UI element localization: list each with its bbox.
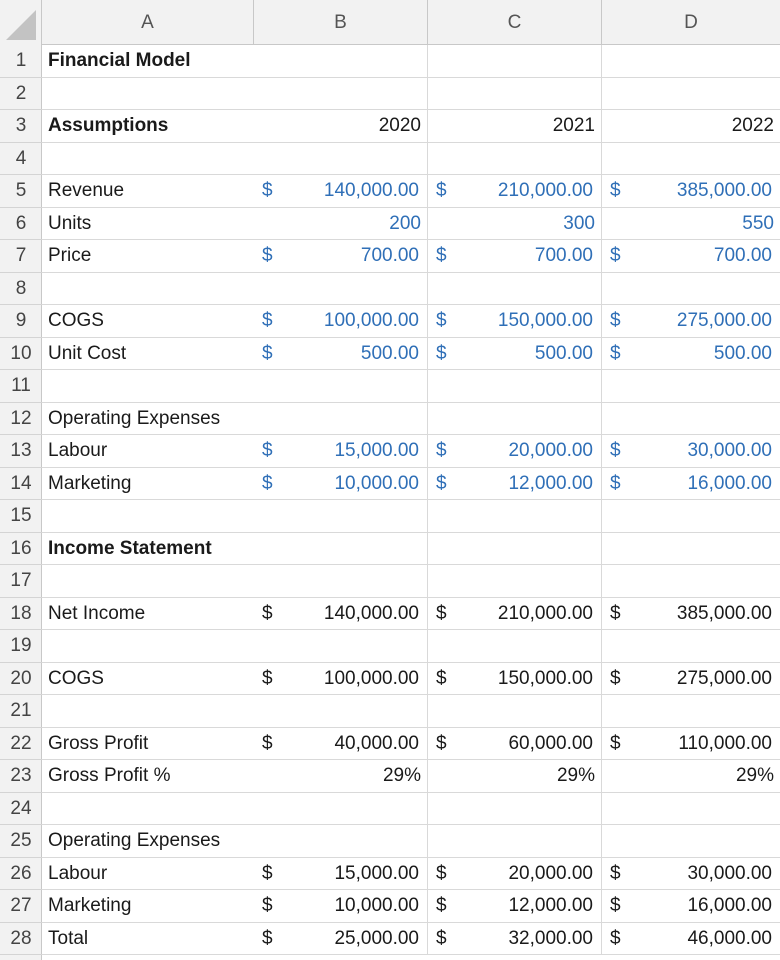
cell-c[interactable]: [428, 695, 602, 728]
cell-c[interactable]: [428, 110, 602, 143]
cell-b[interactable]: [254, 923, 428, 956]
cell-value: 500.00: [360, 342, 419, 364]
sheet-row: [0, 825, 780, 858]
currency-symbol: $: [610, 440, 621, 461]
cell-value: 29%: [382, 765, 421, 786]
cell-value: 29%: [735, 765, 774, 786]
cell-b[interactable]: [254, 565, 428, 598]
cell-value: 2020: [378, 115, 421, 136]
currency-symbol: $: [262, 180, 273, 201]
cell-value: 10,000.00: [334, 472, 419, 494]
cell-value: 200: [389, 212, 421, 234]
row-header[interactable]: 23: [0, 760, 42, 793]
cell-b[interactable]: [254, 78, 428, 111]
currency-symbol: $: [436, 310, 447, 331]
column-header-d[interactable]: D: [684, 12, 698, 33]
cell-d[interactable]: [602, 435, 780, 468]
column-header-bar: [0, 0, 780, 45]
sheet-row: [0, 370, 780, 403]
sheet-row: [0, 435, 780, 468]
cell-a[interactable]: Revenue: [42, 175, 254, 208]
cell-d[interactable]: [602, 305, 780, 338]
cell-a[interactable]: [42, 143, 254, 176]
select-all-triangle-icon: [6, 10, 36, 40]
cell-b[interactable]: [254, 175, 428, 208]
column-header-b[interactable]: B: [254, 0, 428, 45]
cell-d[interactable]: [602, 695, 780, 728]
cell-c[interactable]: [428, 858, 602, 891]
cell-a[interactable]: Operating Expenses: [42, 403, 254, 436]
sheet-row: [0, 468, 780, 501]
cell-b[interactable]: [254, 630, 428, 663]
row-header[interactable]: 22: [0, 728, 42, 761]
cell-b[interactable]: [254, 273, 428, 306]
sheet-row: [0, 403, 780, 436]
cell-value: 700.00: [713, 245, 772, 266]
sheet-row: [0, 598, 780, 631]
cell-c[interactable]: [428, 890, 602, 923]
cell-c[interactable]: [428, 338, 602, 371]
currency-symbol: $: [610, 927, 621, 949]
row-header[interactable]: 1: [0, 45, 42, 78]
cell-b[interactable]: [254, 143, 428, 176]
cell-value: 40,000.00: [334, 732, 419, 754]
row-header[interactable]: 28: [0, 923, 42, 956]
select-all-corner[interactable]: [0, 0, 42, 45]
cell-d[interactable]: [602, 468, 780, 501]
cell-c[interactable]: [428, 793, 602, 826]
cell-b[interactable]: [254, 240, 428, 273]
cell-d[interactable]: [602, 630, 780, 663]
currency-symbol: $: [610, 862, 621, 884]
cell-a[interactable]: Operating Expenses: [42, 825, 254, 858]
row-header[interactable]: 10: [0, 338, 42, 371]
cell-b[interactable]: [254, 305, 428, 338]
cell-value: 20,000.00: [508, 440, 593, 461]
cell-b[interactable]: [254, 598, 428, 631]
cell-value: 100,000.00: [323, 667, 419, 689]
cell-d[interactable]: [602, 825, 780, 858]
row-header[interactable]: 17: [0, 565, 42, 598]
sheet-row: [0, 565, 780, 598]
cell-value: 210,000.00: [497, 602, 593, 624]
sheet-row: [0, 630, 780, 663]
cell-b[interactable]: [254, 793, 428, 826]
sheet-row: [0, 695, 780, 728]
cell-a[interactable]: Net Income: [42, 598, 254, 631]
cell-value: 30,000.00: [687, 862, 772, 884]
currency-symbol: $: [262, 732, 273, 754]
currency-symbol: $: [436, 667, 447, 689]
currency-symbol: $: [436, 440, 447, 461]
cell-d[interactable]: [602, 143, 780, 176]
cell-c[interactable]: [428, 533, 602, 566]
cell-value: 2022: [731, 115, 774, 136]
cell-b[interactable]: [254, 338, 428, 371]
cell-d[interactable]: [602, 890, 780, 923]
cell-b[interactable]: [254, 695, 428, 728]
row-header[interactable]: 20: [0, 663, 42, 696]
row-header[interactable]: 3: [0, 110, 42, 143]
cell-a[interactable]: Gross Profit %: [42, 760, 254, 793]
currency-symbol: $: [610, 310, 621, 331]
currency-symbol: $: [436, 895, 447, 916]
sheet-row: [0, 890, 780, 923]
sheet-row: [0, 760, 780, 793]
cell-value: 700.00: [534, 245, 593, 266]
cell-d[interactable]: [602, 663, 780, 696]
cell-d[interactable]: [602, 500, 780, 533]
cell-value: 12,000.00: [508, 472, 593, 494]
cell-c[interactable]: [428, 305, 602, 338]
cell-a[interactable]: [42, 500, 254, 533]
cell-a[interactable]: Unit Cost: [42, 338, 254, 371]
cell-c[interactable]: [428, 728, 602, 761]
cell-a[interactable]: Financial Model: [42, 45, 254, 78]
cell-a[interactable]: Labour: [42, 858, 254, 891]
cell-c[interactable]: [428, 143, 602, 176]
sheet-row: [0, 338, 780, 371]
sheet-row: [0, 923, 780, 956]
cell-d[interactable]: [602, 565, 780, 598]
sheet-row: [0, 728, 780, 761]
row-header[interactable]: 16: [0, 533, 42, 566]
cell-d[interactable]: [602, 110, 780, 143]
cell-a[interactable]: Labour: [42, 435, 254, 468]
cell-a[interactable]: Gross Profit: [42, 728, 254, 761]
cell-value: 15,000.00: [334, 862, 419, 884]
cell-a[interactable]: Marketing: [42, 890, 254, 923]
cell-value: 32,000.00: [508, 927, 593, 949]
cell-value: 25,000.00: [334, 927, 419, 949]
currency-symbol: $: [436, 342, 447, 364]
cell-d[interactable]: [602, 598, 780, 631]
cell-value: 385,000.00: [676, 602, 772, 624]
cell-a[interactable]: Assumptions: [42, 110, 254, 143]
cell-d[interactable]: [602, 533, 780, 566]
cell-value: 140,000.00: [323, 602, 419, 624]
cell-d[interactable]: [602, 338, 780, 371]
cell-a[interactable]: Units: [42, 208, 254, 241]
currency-symbol: $: [610, 602, 621, 624]
row-header[interactable]: 9: [0, 305, 42, 338]
cell-value: 12,000.00: [508, 895, 593, 916]
sheet-row: [0, 500, 780, 533]
column-header-a[interactable]: A: [42, 0, 254, 45]
row-header[interactable]: 5: [0, 175, 42, 208]
cell-value: 15,000.00: [334, 440, 419, 461]
cell-b[interactable]: [254, 435, 428, 468]
row-header[interactable]: 27: [0, 890, 42, 923]
row-header[interactable]: 7: [0, 240, 42, 273]
cell-a[interactable]: Price: [42, 240, 254, 273]
currency-symbol: $: [436, 862, 447, 884]
cell-b[interactable]: [254, 208, 428, 241]
cell-value: 16,000.00: [687, 472, 772, 494]
sheet-row: [0, 208, 780, 241]
currency-symbol: $: [262, 472, 273, 494]
cell-value: 210,000.00: [497, 180, 593, 201]
currency-symbol: $: [262, 862, 273, 884]
row-header[interactable]: 26: [0, 858, 42, 891]
row-header[interactable]: 13: [0, 435, 42, 468]
sheet-row: [0, 110, 780, 143]
cell-d[interactable]: [602, 760, 780, 793]
currency-symbol: $: [262, 440, 273, 461]
sheet-row: [0, 663, 780, 696]
cell-c[interactable]: [428, 468, 602, 501]
sheet-row: [0, 273, 780, 306]
cell-c[interactable]: [428, 598, 602, 631]
cell-value: 60,000.00: [508, 732, 593, 754]
cell-d[interactable]: [602, 240, 780, 273]
sheet-row: [0, 240, 780, 273]
cell-c[interactable]: [428, 240, 602, 273]
row-header[interactable]: 2: [0, 78, 42, 111]
row-header[interactable]: 15: [0, 500, 42, 533]
cell-b[interactable]: [254, 825, 428, 858]
cell-c[interactable]: [428, 175, 602, 208]
cell-a[interactable]: [42, 793, 254, 826]
cell-value: 500.00: [713, 342, 772, 364]
cell-value: 275,000.00: [676, 310, 772, 331]
cell-c[interactable]: [428, 663, 602, 696]
cell-d[interactable]: [602, 208, 780, 241]
cell-c[interactable]: [428, 923, 602, 956]
cell-d[interactable]: [602, 175, 780, 208]
cell-value: 110,000.00: [678, 732, 772, 754]
cell-c[interactable]: [428, 273, 602, 306]
cell-value: 700.00: [360, 245, 419, 266]
cell-value: 2021: [552, 115, 595, 136]
row-header[interactable]: 24: [0, 793, 42, 826]
cell-a[interactable]: COGS: [42, 663, 254, 696]
currency-symbol: $: [262, 667, 273, 689]
cell-value: 20,000.00: [508, 862, 593, 884]
sheet-row: [0, 143, 780, 176]
cell-d[interactable]: [602, 858, 780, 891]
cell-b[interactable]: [254, 403, 428, 436]
sheet-row: [0, 78, 780, 111]
cell-c[interactable]: [428, 78, 602, 111]
sheet-row: [0, 45, 780, 78]
cell-value: 10,000.00: [334, 895, 419, 916]
cell-d[interactable]: [602, 370, 780, 403]
currency-symbol: $: [610, 342, 621, 364]
currency-symbol: $: [436, 472, 447, 494]
currency-symbol: $: [436, 927, 447, 949]
row-header[interactable]: 19: [0, 630, 42, 663]
cell-d[interactable]: [602, 403, 780, 436]
cell-a[interactable]: [42, 630, 254, 663]
cell-c[interactable]: [428, 403, 602, 436]
cell-a[interactable]: Income Statement: [42, 533, 254, 566]
cell-b[interactable]: [254, 500, 428, 533]
row-header[interactable]: 21: [0, 695, 42, 728]
cell-c[interactable]: [428, 435, 602, 468]
row-header[interactable]: 12: [0, 403, 42, 436]
currency-symbol: $: [262, 602, 273, 624]
currency-symbol: $: [436, 180, 447, 201]
cell-c[interactable]: [428, 370, 602, 403]
cell-value: 100,000.00: [323, 310, 419, 331]
cell-value: 16,000.00: [687, 895, 772, 916]
cell-value: 500.00: [534, 342, 593, 364]
cell-c[interactable]: [428, 565, 602, 598]
row-header[interactable]: 18: [0, 598, 42, 631]
currency-symbol: $: [610, 180, 621, 201]
currency-symbol: $: [610, 732, 621, 754]
cell-b[interactable]: [254, 760, 428, 793]
cell-b[interactable]: [254, 45, 428, 78]
cell-d[interactable]: [602, 728, 780, 761]
cell-value: 550: [742, 212, 774, 234]
row-header[interactable]: 4: [0, 143, 42, 176]
cell-a[interactable]: COGS: [42, 305, 254, 338]
sheet-row: [0, 858, 780, 891]
cell-b[interactable]: [254, 533, 428, 566]
cell-d[interactable]: [602, 793, 780, 826]
cell-value: 29%: [556, 765, 595, 786]
sheet-row: [0, 175, 780, 208]
cell-c[interactable]: [428, 630, 602, 663]
sheet-row: [0, 793, 780, 826]
cell-value: 150,000.00: [497, 667, 593, 689]
cell-d[interactable]: [602, 78, 780, 111]
currency-symbol: $: [610, 245, 621, 266]
cell-b[interactable]: [254, 663, 428, 696]
cell-c[interactable]: [428, 500, 602, 533]
currency-symbol: $: [436, 245, 447, 266]
cell-b[interactable]: [254, 110, 428, 143]
row-header[interactable]: 14: [0, 468, 42, 501]
currency-symbol: $: [610, 667, 621, 689]
currency-symbol: $: [262, 245, 273, 266]
cell-c[interactable]: [428, 825, 602, 858]
sheet-row: [0, 305, 780, 338]
currency-symbol: $: [262, 310, 273, 331]
currency-symbol: $: [262, 927, 273, 949]
sheet-row: [0, 533, 780, 566]
cell-b[interactable]: [254, 468, 428, 501]
cell-a[interactable]: [42, 273, 254, 306]
cell-value: 30,000.00: [687, 440, 772, 461]
row-header[interactable]: 8: [0, 273, 42, 306]
cell-a[interactable]: [42, 695, 254, 728]
cell-a[interactable]: Total: [42, 923, 254, 956]
row-header[interactable]: 6: [0, 208, 42, 241]
cell-b[interactable]: [254, 370, 428, 403]
cell-c[interactable]: [428, 760, 602, 793]
cell-a[interactable]: [42, 78, 254, 111]
cell-a[interactable]: Marketing: [42, 468, 254, 501]
cell-value: 300: [563, 212, 595, 234]
cell-d[interactable]: [602, 273, 780, 306]
cell-c[interactable]: [428, 45, 602, 78]
currency-symbol: $: [262, 895, 273, 916]
cell-a[interactable]: [42, 370, 254, 403]
cell-b[interactable]: [254, 728, 428, 761]
row-header[interactable]: 11: [0, 370, 42, 403]
cell-d[interactable]: [602, 923, 780, 956]
cell-value: 150,000.00: [497, 310, 593, 331]
row-header[interactable]: 25: [0, 825, 42, 858]
cell-b[interactable]: [254, 858, 428, 891]
cell-d[interactable]: [602, 45, 780, 78]
currency-symbol: $: [436, 732, 447, 754]
column-header-c[interactable]: C: [428, 0, 602, 45]
currency-symbol: $: [610, 472, 621, 494]
cell-value: 385,000.00: [676, 180, 772, 201]
currency-symbol: $: [610, 895, 621, 916]
currency-symbol: $: [262, 342, 273, 364]
currency-symbol: $: [436, 602, 447, 624]
cell-b[interactable]: [254, 890, 428, 923]
cell-value: 275,000.00: [676, 667, 772, 689]
cell-value: 46,000.00: [687, 927, 772, 949]
cell-c[interactable]: [428, 208, 602, 241]
cell-a[interactable]: [42, 565, 254, 598]
cell-value: 140,000.00: [323, 180, 419, 201]
